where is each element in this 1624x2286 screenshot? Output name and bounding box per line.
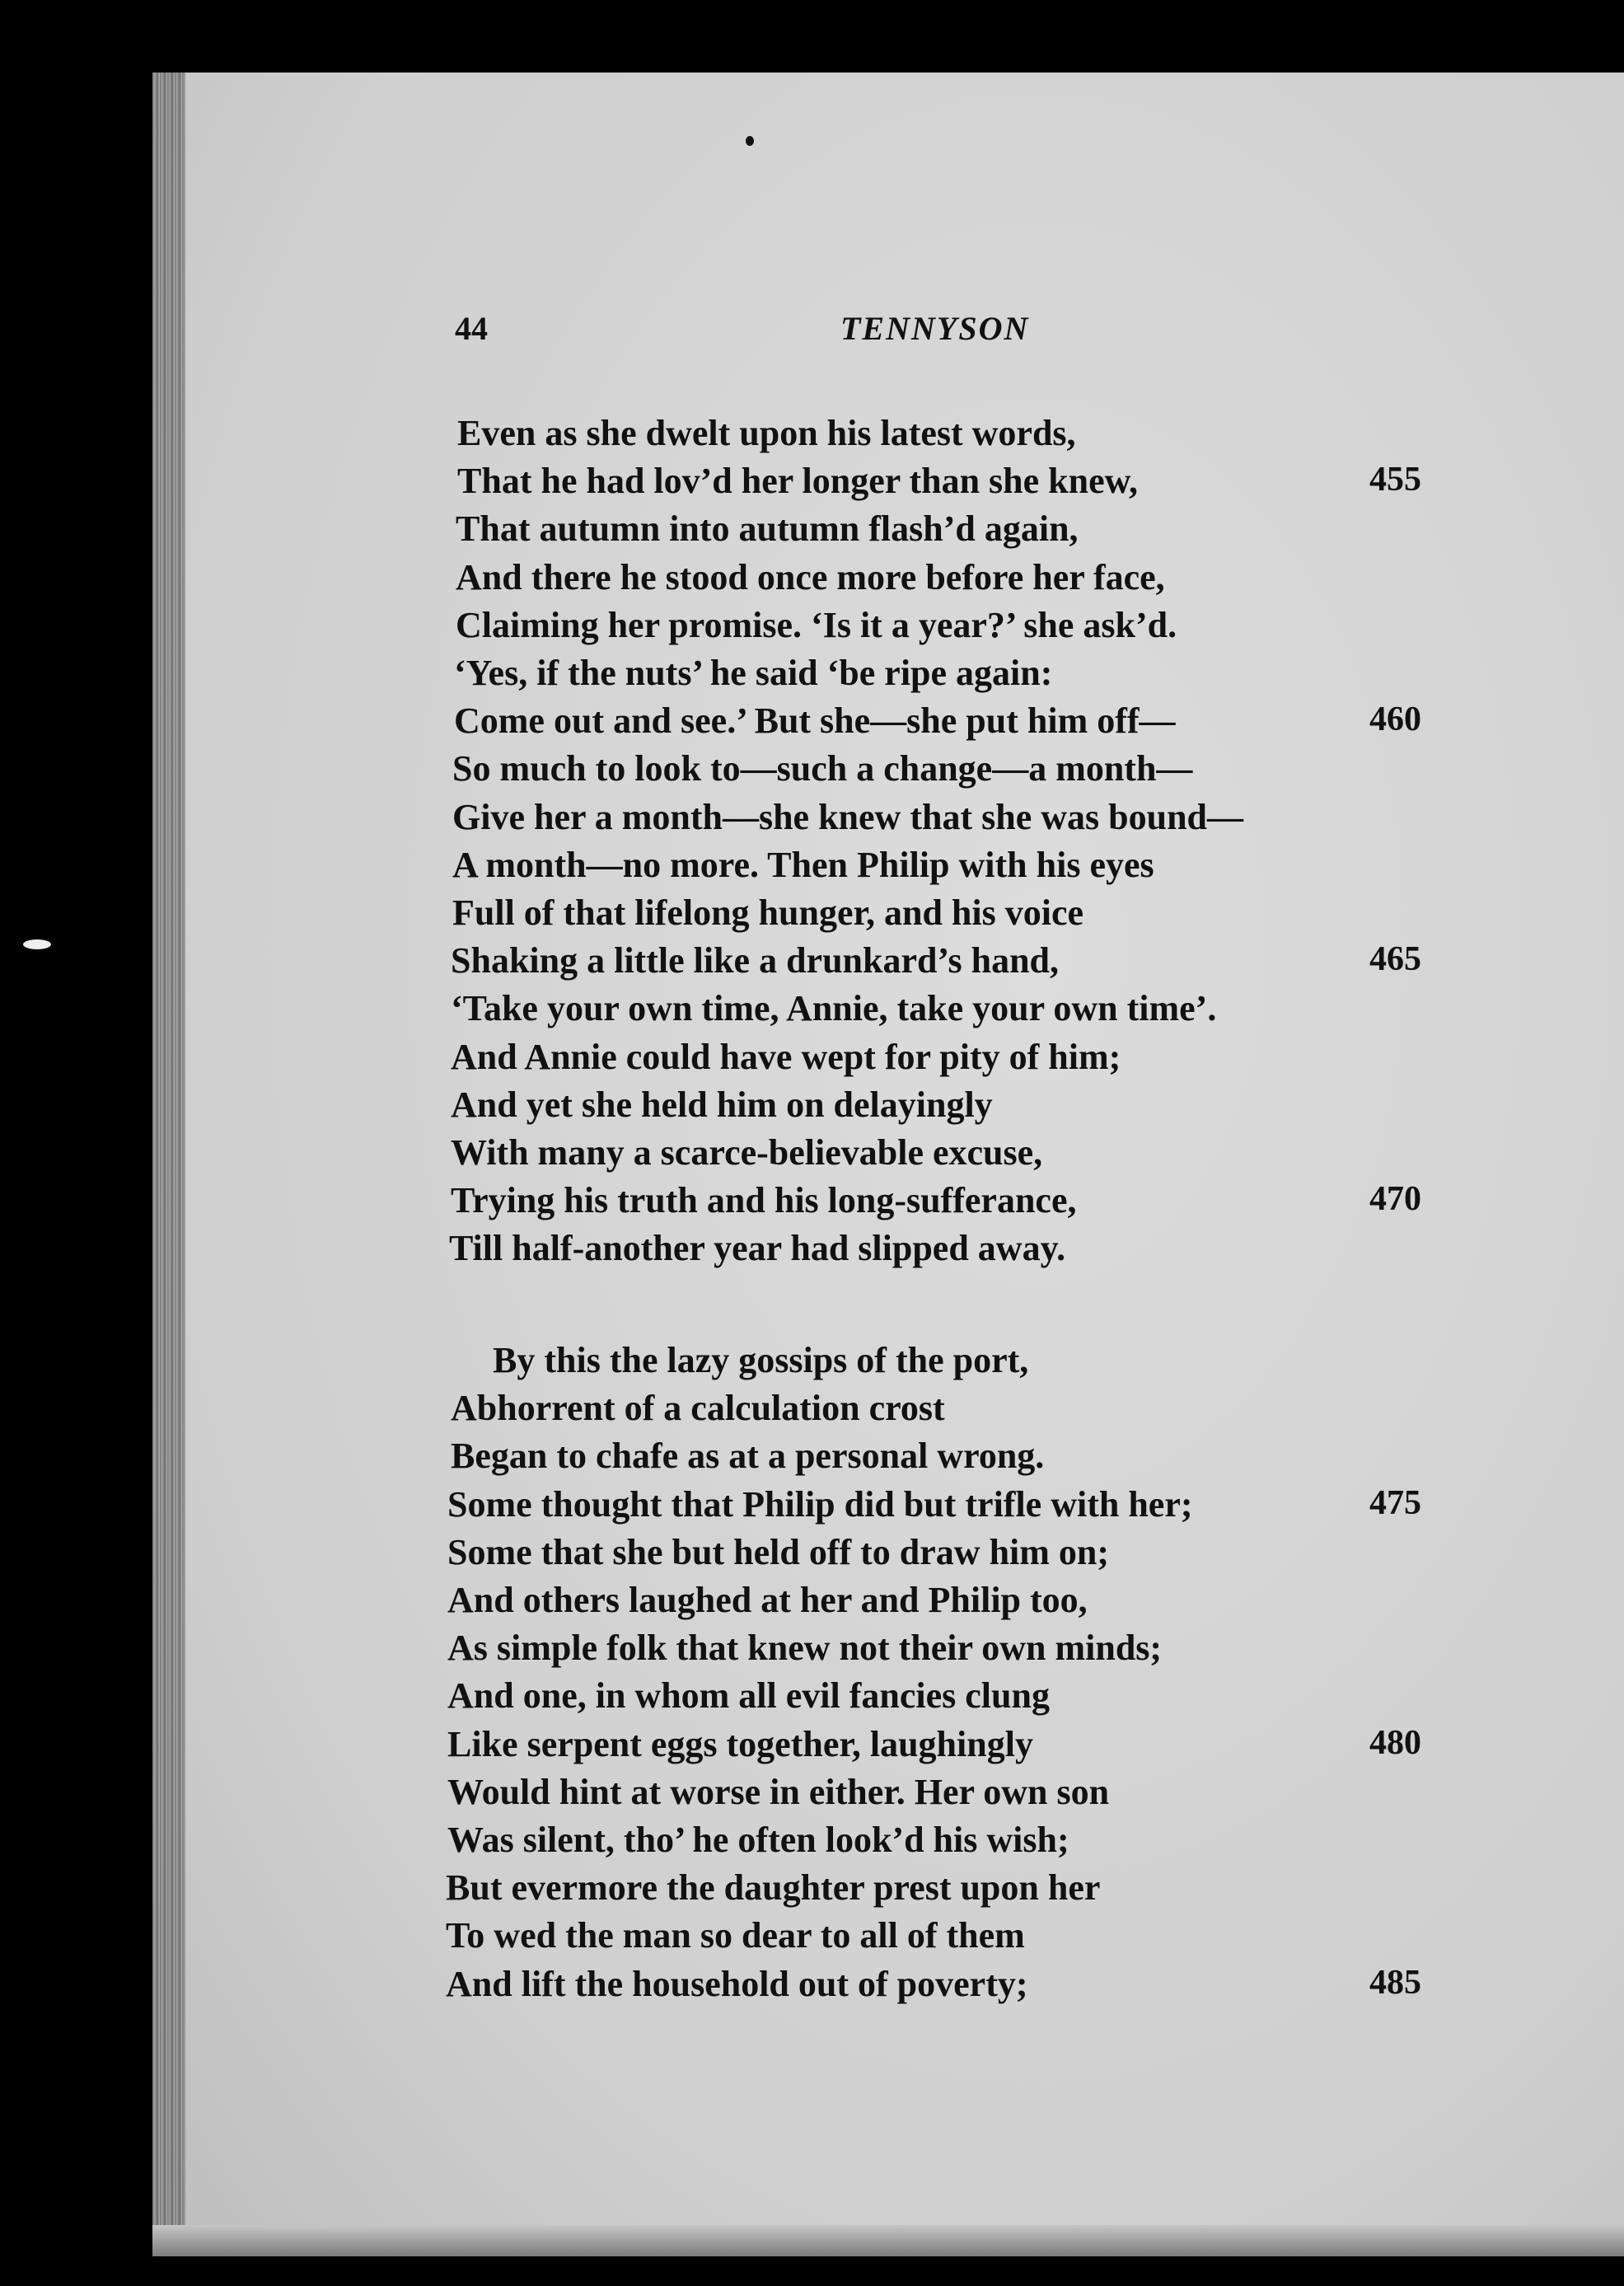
line-number: 480 [1369,1723,1421,1762]
line-text: ‘Take your own time, Annie, take your own time’. [451,988,1217,1029]
line-text: Trying his truth and his long-sufferance, [451,1180,1077,1221]
poem-line [0,1387,1624,1435]
line-text: And lift the household out of poverty; [446,1963,1028,2004]
line-text: By this the lazy gossips of the port, [493,1340,1029,1380]
poem-line [0,1914,1624,1962]
line-number: 455 [1369,461,1421,499]
poem-line [0,1179,1624,1227]
line-text: Shaking a little like a drunkard’s hand, [451,940,1060,981]
poem-line [0,939,1624,987]
line-text: To wed the man so dear to all of them [446,1915,1025,1956]
poem-line [0,1819,1624,1867]
line-text: Abhorrent of a calculation crost [451,1388,945,1429]
poem-line [0,1963,1624,2011]
poem-line [0,460,1624,508]
poem-line [0,1675,1624,1722]
poem-line [0,700,1624,747]
line-text: Claiming her promise. ‘Is it a year?’ she ask’d. [456,604,1177,645]
line-text: Was silent, tho’ he often look’d his wish; [447,1820,1069,1860]
line-text: With many a scarce-believable excuse, [451,1132,1043,1173]
poem-line [0,1227,1624,1275]
poem-line [0,1771,1624,1819]
poem-line [0,412,1624,460]
poem-line [0,747,1624,795]
poem-line [0,844,1624,892]
poem-line [0,796,1624,844]
poem-line [0,1627,1624,1675]
running-head: TENNYSON [840,310,1030,347]
poem-line [0,652,1624,700]
poem-line [0,604,1624,652]
line-number: 475 [1369,1483,1421,1522]
line-text: And Annie could have wept for pity of him; [451,1036,1121,1077]
poem-line [0,1435,1624,1483]
poem-line [0,1867,1624,1914]
poem-line [0,1084,1624,1131]
line-text: Began to chafe as at a personal wrong. [451,1436,1045,1477]
poem-line [0,987,1624,1035]
line-number: 470 [1369,1180,1421,1219]
line-number: 485 [1369,1963,1421,2002]
line-text: ‘Yes, if the nuts’ he said ‘be ripe again: [454,653,1053,693]
page-number: 44 [455,310,488,347]
line-text: But evermore the daughter prest upon her [446,1867,1101,1909]
poem-line [0,1036,1624,1084]
line-text: Till half-another year had slipped away. [449,1228,1066,1269]
line-text: A month—no more. Then Philip with his eyes [452,844,1154,885]
poem-line [0,508,1624,555]
poem-line [0,556,1624,604]
poem-line [0,892,1624,939]
line-text: And there he stood once more before her face, [456,556,1165,597]
line-number: 460 [1369,700,1421,739]
line-text: That autumn into autumn flash’d again, [456,508,1079,550]
line-text: That he had lov’d her longer than she knew, [457,461,1138,502]
line-text: Come out and see.’ But she—she put him off— [454,700,1176,742]
line-text: And others laughed at her and Philip too, [447,1580,1088,1620]
line-text: Like serpent eggs together, laughingly [447,1723,1033,1764]
line-text: Some thought that Philip did but trifle with her; [447,1483,1193,1525]
line-text: Give her a month—she knew that she was bound— [452,796,1244,837]
poem-line [0,1483,1624,1531]
line-text: And yet she held him on delayingly [451,1084,993,1125]
poem-line [0,1531,1624,1579]
page-bottom-edge [152,2225,1624,2256]
speck-mark [746,136,754,146]
poem-line [0,1579,1624,1627]
line-text: Some that she but held off to draw him on; [447,1531,1110,1572]
line-text: So much to look to—such a change—a month— [452,748,1193,789]
line-text: Would hint at worse in either. Her own son [447,1771,1110,1812]
poem-line [0,1723,1624,1771]
poem-line [0,1131,1624,1179]
line-text: As simple folk that knew not their own minds; [447,1628,1163,1669]
page-header [0,309,1624,367]
line-text: And one, in whom all evil fancies clung [447,1675,1050,1717]
line-number: 465 [1369,940,1421,979]
poem-line [0,1339,1624,1387]
line-text: Full of that lifelong hunger, and his voice [452,892,1084,933]
line-text: Even as she dwelt upon his latest words, [457,413,1076,453]
